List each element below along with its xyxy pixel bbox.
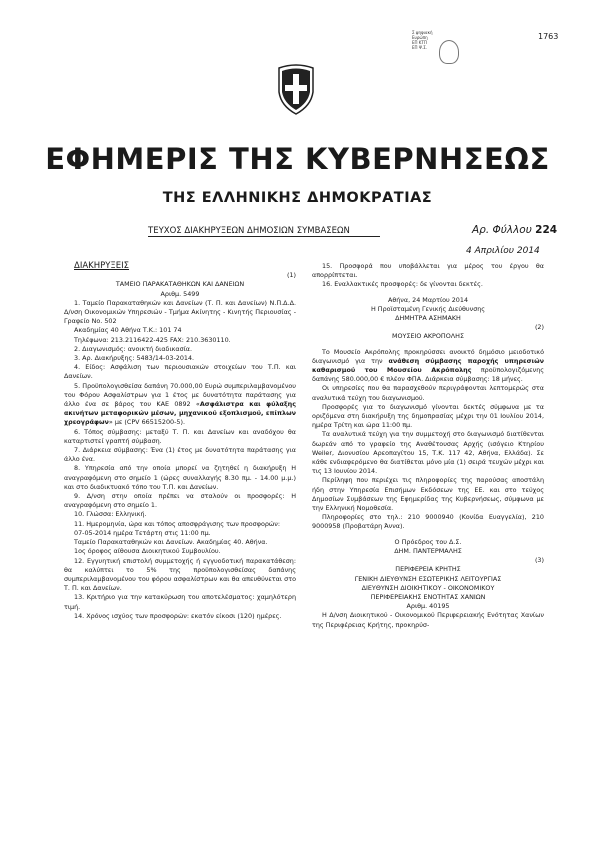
notice-organization: ΠΕΡΙΦΕΡΕΙΑΚΗΣ ΕΝΟΤΗΤΑΣ ΧΑΝΙΩΝ [370,592,486,601]
paragraph: Τα αναλυτικά τεύχη για την συμμετοχή στο διαγωνισμό διατίθενται δωρεάν από το γραφείο της Αναθέτουσας Αρχής (ισόγειο Κτηρίου Weiler, Διονυσίου Αρεοπαγίτου 15, Τ.Κ. 117 42, Αθήνα, Ελλάδα). Σε κάθε ενδιαφερόμενο θα διατίθεται μόνο μία (1) σειρά τευχών μέχρι και τις 13 Ιουνίου 2014. [312,430,544,476]
issue-underline [148,236,380,237]
paragraph: 1ος όροφος αίθουσα Διοικητικού Συμβουλίου. [74,547,221,556]
notice-number: (3) [534,556,544,565]
paragraph: Η Δ/νση Διοικητικού - Οικονομικού Περιφερειακής Ενότητας Χανίων της Περιφέρειας Κρήτης, προκηρύσ- [312,611,544,629]
paragraph: 16. Εναλλακτικές προσφορές: δε γίνονται δεκτές. [322,280,483,289]
paragraph: Ταμείο Παρακαταθηκών και Δανείων. Ακαδημίας 40. Αθήνα. [74,538,268,547]
page-number: 1763 [538,32,559,41]
signature-name: ΔΗΜ. ΠΑΝΤΕΡΜΑΛΗΣ [394,546,462,555]
paragraph: 9. Δ/νση στην οποία πρέπει να σταλούν οι προσφορές: Η αναγραφόμενη στο σημείο 1. [64,492,296,510]
issue-type: ΤΕΥΧΟΣ ΔΙΑΚΗΡΥΞΕΩΝ ΔΗΜΟΣΙΩΝ ΣΥΜΒΑΣΕΩΝ [148,226,350,236]
paragraph: 11. Ημερομηνία, ώρα και τόπος αποσφράγισης των προσφορών: [74,519,280,528]
signature-date: Αθήνα, 24 Μαρτίου 2014 [387,295,469,304]
paragraph: 2. Διαγωνισμός: ανοικτή διαδικασία. [74,344,193,353]
paragraph: 13. Κριτήριο για την κατακύρωση του αποτελέσματος: χαμηλότερη τιμή. [64,593,296,611]
signature-name: ΔΗΜΗΤΡΑ ΑΣΗΜΑΚΗ [395,314,461,323]
notice-organization: ΓΕΝΙΚΗ ΔΙΕΥΘΥΝΣΗ ΕΣΩΤΕΡΙΚΗΣ ΛΕΙΤΟΥΡΓΙΑΣ [354,574,502,583]
sheet-number: Αρ. Φύλλου 224 [472,224,558,236]
paragraph: Ακαδημίας 40 Αθήνα Τ.Κ.: 101 74 [74,326,182,335]
notice-organization: ΤΑΜΕΙΟ ΠΑΡΑΚΑΤΑΘΗΚΩΝ ΚΑΙ ΔΑΝΕΙΩΝ [115,280,245,289]
greek-coat-of-arms-icon [277,64,315,116]
paragraph: 10. Γλώσσα: Ελληνική. [74,510,147,519]
gazette-subtitle: ΤΗΣ ΕΛΛΗΝΙΚΗΣ ΔΗΜΟΚΡΑΤΙΑΣ [162,190,433,206]
notice-ref: Αριθμ. 5499 [160,289,200,298]
notice-number: (1) [286,271,296,280]
paragraph: Πληροφορίες στο τηλ.: 210 9000940 (Κονίδα Ευαγγελία), 210 9000958 (Προβατάρη Άννα). [312,513,544,531]
notice-number: (2) [534,323,544,332]
paragraph: Το Μουσείο Ακρόπολης προκηρύσσει ανοικτό δημόσιο μειοδοτικό διαγωνισμό για την ανάθεση σύμβασης παροχής υπηρεσιών καθαρισμού του Μουσείου Ακρόπολης προϋπολογιζόμενης δαπάνης 580.000,00 € πλέον ΦΠΑ. Διάρκεια σύμβασης: 18 μήνες. [312,347,544,384]
issue-date: 4 Απριλίου 2014 [466,246,540,256]
paragraph: 12. Εγγυητική επιστολή συμμετοχής ή εγγυοδοτική παρακατάθεση: θα καλύπτει το 5% της προϋπολογισθείσας δαπάνης συμπεριλαμβανομένου του φόρου ασφαλίστρων και θα απευθύνεται στο Τ. Π. και Δανείων. [64,556,296,593]
right-column [312,262,544,630]
digital-europe-logo: Σ ψηφιακή Ευρώπη ΕΠ ΚΤΠ ΕΠ Ψ.Σ. [412,30,492,72]
notice-ref: Αριθμ. 40195 [406,602,450,611]
paragraph: 5. Προϋπολογισθείσα δαπάνη 70.000,00 Ευρώ συμπεριλαμβανομένου του Φόρου Ασφαλίστρων για 1 έτος με δυνατότητα παράτασης για άλλο ένα σε βάρος του ΚΑΕ 0892 «Ασφάλιστρα και φύλαξης ακινήτων μεταφορικών μέσων, μηχανικού εξοπλισμού, επίπλων χρεογράφων» με (CPV 66515200-5). [64,381,296,427]
gazette-title: ΕΦΗΜΕΡΙΣ ΤΗΣ ΚΥΒΕΡΝΗΣΕΩΣ [45,142,550,176]
left-column [64,262,296,621]
paragraph: Περίληψη που περιέχει τις πληροφορίες της παρούσας αποστάλη ήδη στην Υπηρεσία Επισήμων Εκδόσεων της ΕΕ. και στο τεύχος Δημοσίων Συμβάσεων της Εφημερίδας της Κυβερνήσεως, σύμφωνα με την Ελληνική Νομοθεσία. [312,476,544,513]
notice-organization: ΔΙΕΥΘΥΝΣΗ ΔΙΟΙΚΗΤΙΚΟΥ - ΟΙΚΟΝΟΜΙΚΟΥ [361,583,495,592]
paragraph: 3. Αρ. Διακήρυξης: 5483/14-03-2014. [74,354,195,363]
signature-role: Ο Πρόεδρος του Δ.Σ. [394,537,462,546]
paragraph: 6. Τόπος σύμβασης: μεταξύ Τ. Π. και Δανείων και αναδόχου θα καταρτιστεί γραπτή σύμβαση. [64,427,296,445]
paragraph: Οι υπηρεσίες που θα παρασχεθούν περιγράφονται λεπτομερώς στα αναλυτικά τεύχη του διαγωνισμού. [312,384,544,402]
paragraph: Προσφορές για το διαγωνισμό γίνονται δεκτές σύμφωνα με τα οριζόμενα στη διακήρυξη της δημοπρασίας μέχρι την 01 Ιουλίου 2014, ημέρα Τρίτη και ώρα 11:00 πμ. [312,402,544,430]
paragraph: 1. Ταμείο Παρακαταθηκών και Δανείων (Τ. Π. και Δανείων) Ν.Π.Δ.Δ. Δ/νση Οικονομικών Υπηρεσιών - Τμήμα Ακίνητης - Κινητής Περιουσίας - Γραφείο Νο. 502 [64,298,296,326]
notice-organization: ΜΟΥΣΕΙΟ ΑΚΡΟΠΟΛΗΣ [392,332,464,341]
paragraph: 15. Προσφορά που υποβάλλεται για μέρος του έργου θα απορρίπτεται. [312,262,544,280]
paragraph: 7. Διάρκεια σύμβασης: Ένα (1) έτος με δυνατότητα παράτασης για άλλο ένα. [64,446,296,464]
paragraph: 07-05-2014 ημέρα Τετάρτη στις 11:00 πμ. [74,528,211,537]
paragraph: 4. Είδος: Ασφάλιση των περιουσιακών στοιχείων του Τ.Π. και Δανείων. [64,363,296,381]
paragraph: Τηλέφωνα: 213.2116422-425 FAX: 210.3630110. [74,335,231,344]
paragraph: 14. Χρόνος ισχύος των προσφορών: εκατόν είκοσι (120) ημέρες. [74,611,282,620]
signature-role: Η Προϊσταμένη Γενικής Διεύθυνσης [370,304,486,313]
paragraph: 8. Υπηρεσία από την οποία μπορεί να ζητηθεί η διακήρυξη Η αναγραφόμενη στο σημείο 1 (ώρες συναλλαγής 8.30 πμ. - 14.00 μ.μ.) και στο διαδικτυακό τόπο του Τ.Π. και Δανείων. [64,464,296,491]
section-heading: ΔΙΑΚΗΡΥΞΕΙΣ [74,261,130,271]
notice-organization: ΠΕΡΙΦΕΡΕΙΑ ΚΡΗΤΗΣ [395,565,461,574]
